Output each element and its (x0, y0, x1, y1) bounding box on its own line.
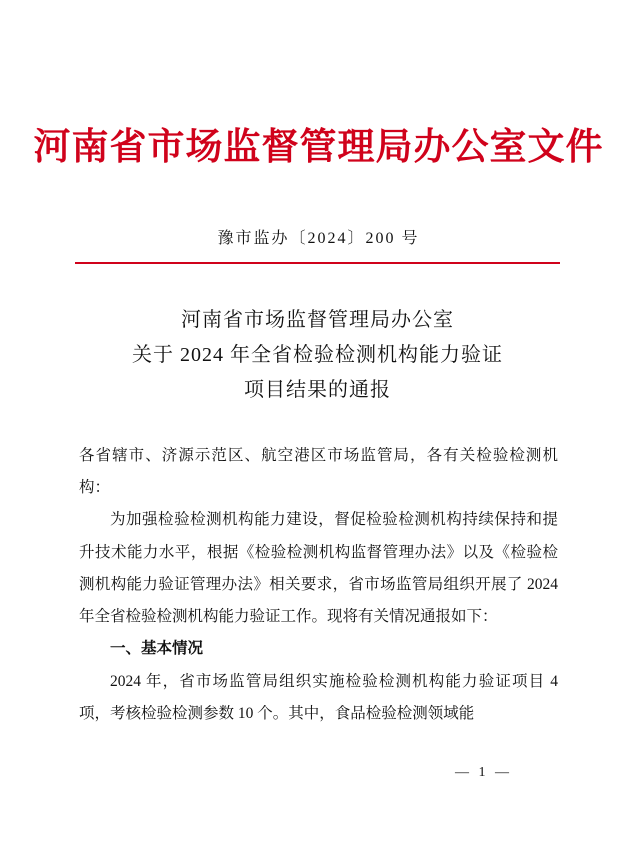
document-masthead-title: 河南省市场监督管理局办公室文件 (33, 127, 604, 168)
title-line-2: 关于 2024 年全省检验检测机构能力验证 (132, 344, 503, 366)
title-line-1: 河南省市场监督管理局办公室 (181, 309, 454, 331)
document-title-block (75, 303, 560, 408)
document-number: 豫市监办〔2024〕200 号 (217, 230, 420, 247)
red-separator-rule (75, 262, 560, 264)
page-number-footer (0, 765, 637, 781)
document-body-text (79, 440, 558, 730)
title-line-3: 项目结果的通报 (244, 379, 391, 401)
body-paragraph-intro: 为加强检验检测机构能力建设，督促检验检测机构持续保持和提升技术能力水平，根据《检验检测机构监督管理办法》以及《检验检测机构能力验证管理办法》相关要求，省市场监管局组织开展了 2024 年全省检验检测机构能力验证工作。现将有关情况通报如下： (79, 511, 558, 626)
body-section-heading-1: 一、基本情况 (110, 640, 204, 658)
page-number-value: — 1 — (455, 765, 512, 780)
body-paragraph-section1: 2024 年，省市场监管局组织实施检验检测机构能力验证项目 4 项，考核检验检测参数 10 个。其中，食品检验检测领域能 (79, 672, 558, 722)
body-paragraph-salutation: 各省辖市、济源示范区、航空港区市场监管局，各有关检验检测机构： (79, 447, 558, 497)
